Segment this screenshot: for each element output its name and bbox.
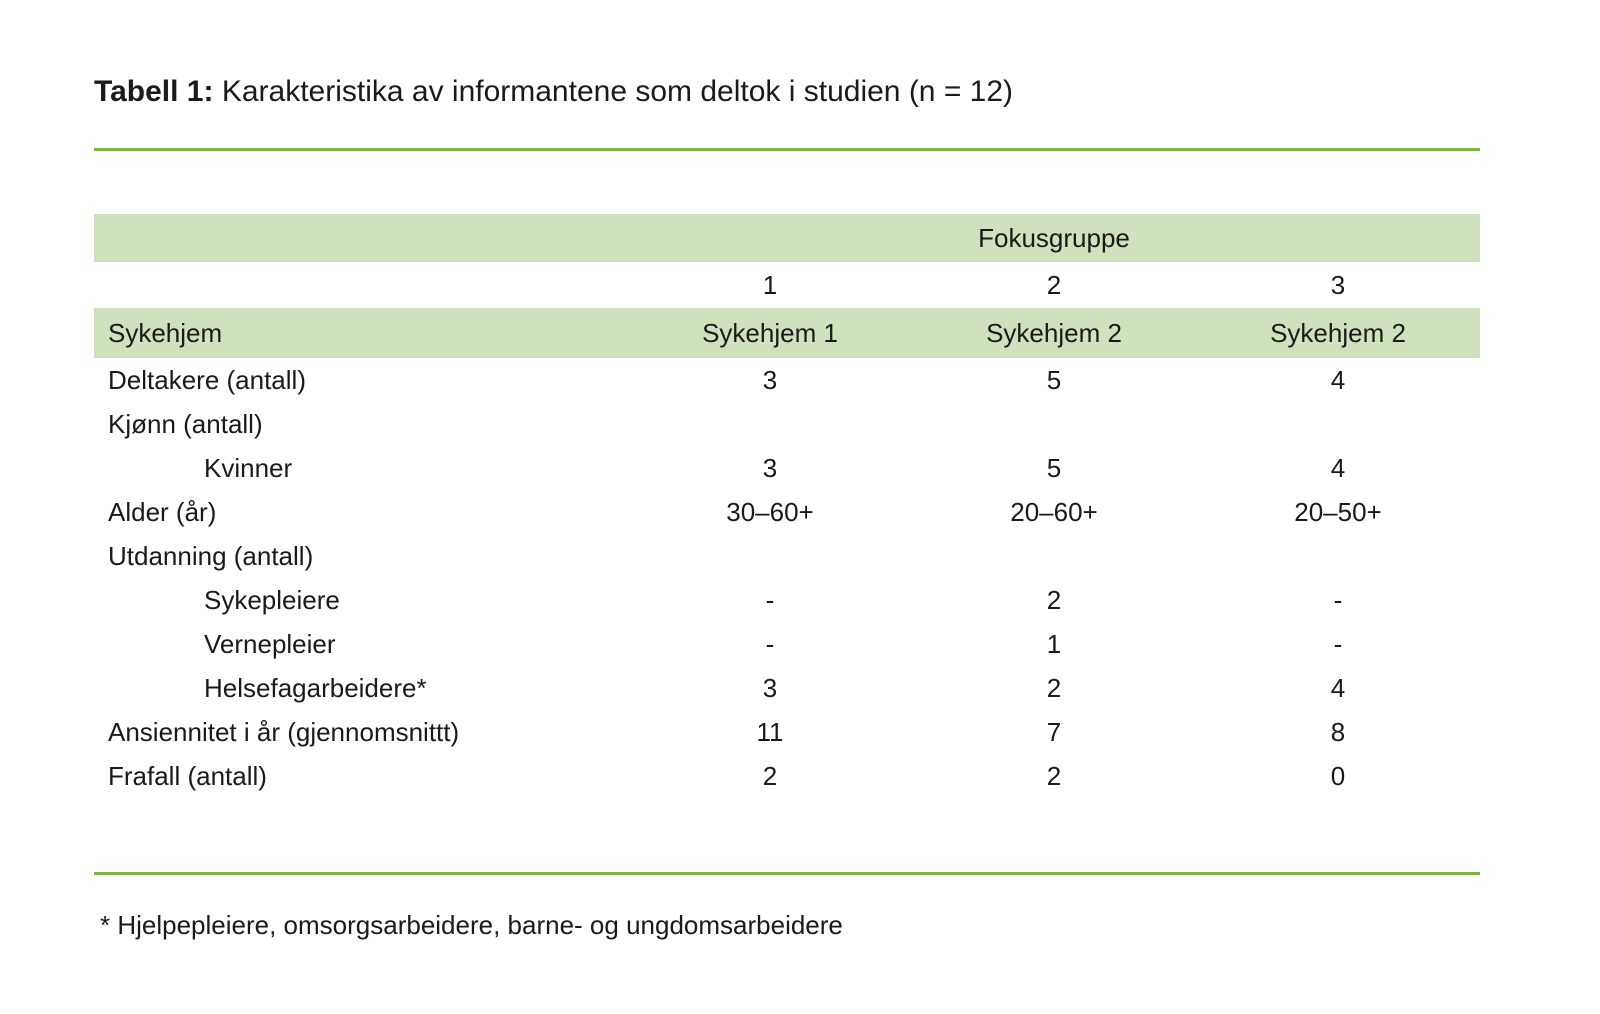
row-value-1: 2 [762, 760, 778, 791]
group-number-2: 2 [1046, 269, 1062, 300]
row-value-1: 3 [762, 452, 778, 483]
row-label: Ansiennitet i år (gjennomsnittt) [108, 716, 460, 747]
table-caption [94, 72, 1013, 112]
group-header-title: Fokusgruppe [628, 214, 1480, 262]
table-header-group-row [94, 214, 1480, 262]
cell-sykehjem-2: Sykehjem 2 [912, 308, 1196, 358]
row-value-1: 3 [762, 364, 778, 395]
group-header-spacer [94, 214, 628, 262]
group-number-3: 3 [1330, 269, 1346, 300]
row-label: Kvinner [204, 452, 293, 483]
row-label: Kjønn (antall) [108, 408, 263, 439]
table-row [94, 622, 1480, 666]
table-row [94, 402, 1480, 446]
table-row [94, 446, 1480, 490]
row-value-2: 7 [1046, 716, 1062, 747]
row-label-sykehjem: Sykehjem [94, 308, 628, 358]
table-row [94, 754, 1480, 798]
row-value-3: 4 [1330, 364, 1346, 395]
row-value-2: 2 [1046, 760, 1062, 791]
table-row [94, 710, 1480, 754]
group-number-1: 1 [762, 269, 778, 300]
row-label: Utdanning (antall) [108, 540, 314, 571]
table-row [94, 666, 1480, 710]
table-row [94, 578, 1480, 622]
row-value-3: 20–50+ [1294, 496, 1382, 527]
row-value-1: 30–60+ [726, 496, 814, 527]
row-label: Helsefagarbeidere* [204, 672, 427, 703]
characteristics-table [94, 214, 1480, 798]
table-top-rule [94, 148, 1480, 151]
row-value-2: 5 [1046, 452, 1062, 483]
row-value-2: 20–60+ [1010, 496, 1098, 527]
row-value-1 [628, 534, 912, 578]
row-label: Alder (år) [108, 496, 217, 527]
table-bottom-rule [94, 872, 1480, 875]
row-label: Deltakere (antall) [108, 364, 306, 395]
row-label: Frafall (antall) [108, 760, 267, 791]
cell-sykehjem-3: Sykehjem 2 [1196, 308, 1480, 358]
row-value-2 [912, 534, 1196, 578]
row-value-3: 4 [1330, 672, 1346, 703]
table-header-number-row [94, 262, 1480, 308]
row-value-3: 4 [1330, 452, 1346, 483]
number-header-spacer [94, 262, 628, 308]
table-row [94, 358, 1480, 402]
row-value-2: 5 [1046, 364, 1062, 395]
table-row [94, 490, 1480, 534]
row-value-3 [1196, 402, 1480, 446]
row-value-3: 8 [1330, 716, 1346, 747]
row-value-1: 11 [756, 716, 784, 747]
row-label: Vernepleier [204, 628, 336, 659]
row-value-1: - [765, 628, 775, 659]
row-value-2: 2 [1046, 584, 1062, 615]
cell-sykehjem-1: Sykehjem 1 [628, 308, 912, 358]
row-value-3: 0 [1330, 760, 1346, 791]
table-row [94, 534, 1480, 578]
row-value-1 [628, 402, 912, 446]
row-value-3: - [1333, 584, 1343, 615]
row-value-2: 1 [1046, 628, 1062, 659]
table-body [94, 358, 1480, 798]
table-row-sykehjem [94, 308, 1480, 358]
row-value-1: 3 [762, 672, 778, 703]
row-value-3: - [1333, 628, 1343, 659]
table-caption-label: Tabell 1: [94, 75, 214, 108]
table-caption-text: Karakteristika av informantene som deltok i studien (n = 12) [213, 75, 1014, 108]
row-value-2 [912, 402, 1196, 446]
row-value-3 [1196, 534, 1480, 578]
table-footnote: * Hjelpepleiere, omsorgsarbeidere, barne- og ungdomsarbeidere [100, 910, 843, 940]
row-label: Sykepleiere [204, 584, 340, 615]
row-value-1: - [765, 584, 775, 615]
row-value-2: 2 [1046, 672, 1062, 703]
